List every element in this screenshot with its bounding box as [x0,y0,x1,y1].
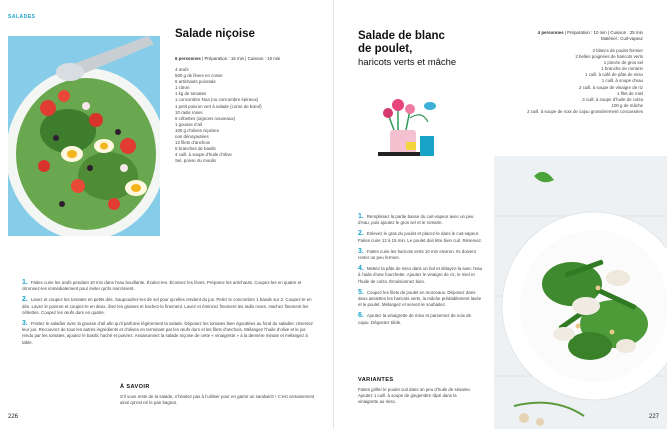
recipe-subtitle-poulet: haricots verts et mâche [358,57,457,68]
title-line: Salade de blanc [358,30,445,42]
ingredient: 4 cuill. à soupe d’huile d’olive [175,152,232,158]
step [22,280,317,292]
steps-poulet [358,214,483,331]
step-number: 1. [358,213,364,220]
recipe-meta-nicoise [175,56,280,61]
title-line: de poulet, [358,43,413,55]
page-spine [333,0,334,429]
step-number: 6. [358,312,364,320]
step [358,266,483,285]
flower-illustration-drawing [376,96,446,162]
ingredient: 6 branches de basilic [175,146,217,152]
ingredient: 1 citron [175,85,190,91]
ingredient-list-nicoise [175,67,262,165]
step [358,290,483,309]
step-number: 2. [358,230,364,238]
ingredient: 2 cuill. à soupe de noix de cajou grossièrement concassées [527,108,643,114]
ingredient: 3 cuill. à soupe d’huile de colza [582,96,643,102]
step-text: Enlevez le gras du poulet et placez-le dans le cuit-vapeur. Faites cuire 12 à 15 min. Le poulet doit être bien cuit. Réservez. [358,231,483,243]
step [22,321,317,346]
servings: 6 personnes [175,56,201,61]
servings: 4 personnes [537,30,564,35]
step [22,297,317,316]
step [358,231,483,243]
prep-time: Préparation : 15 min [204,56,245,61]
step-text: Lavez et coupez les tomates en petits dés. Saupoudrez-les de sel pour qu’elles rendent du jus. Pelez le concombre 1 bande sur 2. Coupez-le en dés. Lavez le poivron et coupez-le en deux, ôtez les graines et hachez-le finement. Lavez et émincez finement les radis roses. Hachez finement les cébettes. Coupez les œufs durs en quatre. [22,297,312,315]
step-number: 1. [22,279,28,286]
prep-time: Préparation : 10 min [567,30,607,35]
step-text: Remplissez la partie basse du cuit-vapeur avec un peu d’eau, puis ajoutez le gros sel et le romarin. [358,214,474,226]
step-text: Faites cuire les œufs pendant 10 min dans l’eau bouillante. Écalez-les. Écossez les fèves. Préparez les artichauts. Coupez-les en quatre et citronnez-les immédiatement pour éviter qu’ils noircissent. [22,280,302,292]
tip-box-title: À SAVOIR [120,384,150,390]
meta-separator: | [202,56,205,61]
section-tag: SALADES [8,14,36,20]
tip-box-text: S’il vous reste de la salade, n’hésitez pas à l’utiliser pour en garnir un sandwich ! C’est certainement ainsi qu’est né le pan bagnat. [120,394,315,405]
step-number: 2. [22,296,28,304]
ingredient: 1 cuill. à café de pâte de miso [584,72,643,78]
ingredient: 1 petit poivron vert à salade (corne de bœuf) [175,103,262,109]
ingredient: 100 g de mâche [611,102,643,108]
ingredient: 500 g de fèves en cosse [175,73,223,79]
ingredient: 100 g d’olives niçoises [175,127,219,133]
page-number-right: 227 [648,414,659,420]
step-number: 4. [358,265,364,273]
ingredient: 1 pincée de gros sel [603,60,643,66]
recipe-title-poulet [358,30,503,56]
ingredient: 6 cébettes (oignons nouveaux) [175,115,236,121]
ingredient: 6 artichauts poivrade [175,79,216,85]
variants-box-text: Faites griller le poulet cuit dans un peu d’huile de sésame. Ajoutez 1 cuill. à soupe de gingembre râpé dans la vinaigrette au miso. [358,387,472,404]
poulet-photo [494,156,667,429]
ingredient: 1 filet de miel [617,90,643,96]
nicoise-photo-illustration [8,36,160,236]
step-text: Coupez les filets de poulet en morceaux. Déposez dans deux assiettes les haricots verts, la mâche préalablement lavée et le poulet. Mélangez et servez-le souhaitez. [358,289,482,308]
step-text: Faites cuire les haricots verts 10 min environ. Ils doivent rester un peu fermes. [358,248,476,261]
step-number: 5. [358,288,364,296]
step [358,214,483,226]
ingredient-list-poulet [527,48,643,115]
ingredient: 1 branche de romarin [601,66,643,72]
ingredient: 4 œufs [175,67,189,72]
flower-illustration [376,96,446,162]
poulet-photo-illustration [494,156,667,429]
ingredient: 2 belles poignées de haricots verts [575,54,643,60]
page-number-left: 226 [8,414,19,420]
step-number: 3. [358,247,364,255]
ingredient: 2 blancs de poulet fermier [592,48,643,53]
variants-box-title: VARIANTES [358,377,394,383]
step-text: Ajoutez la vinaigrette de miso et parsemez de noix de cajou. Dégustez tiède. [358,313,472,325]
steps-nicoise [22,280,317,351]
ingredient: non dénoyautées [175,134,209,140]
cook-time: Cuisson : 25 min [610,30,643,35]
ingredient: 2 cuill. à soupe de vinaigre de riz [579,84,643,90]
ingredient: 10 radis roses [175,109,203,115]
material: Matériel : Cuit-vapeur [601,36,643,41]
ingredient: 12 filets d’anchois [175,140,210,146]
recipe-title-nicoise: Salade niçoise [175,28,255,40]
ingredient: 1 concombre Noa (ou concombre épineux) [175,97,259,103]
step [358,249,483,261]
ingredient: Sel, poivre du moulin [175,158,217,164]
ingredient: 1 kg de tomates [175,91,207,97]
ingredient: 1 cuill. à soupe d’eau [601,78,643,84]
step-text: Mettez la pâte de miso dans un bol et délayez-la avec l’eau à l’aide d’une fourchette. Ajoutez le vinaigre de riz, le miel et l’huile de colza. Émulsionnez bien. [358,266,483,284]
nicoise-photo [8,36,160,236]
meta-separator: | [564,30,568,35]
recipe-meta-poulet [538,30,643,42]
ingredient: 1 gousse d’ail [175,121,202,127]
step [358,313,483,325]
meta-separator: | [607,30,611,35]
step-text: Frottez le saladier avec la gousse d’ail afin qu’il parfume légèrement la salade. Déposez les tomates bien égouttées au fond du saladier, réservez leur jus. Recouvrez de tous les autres ingrédients et d’olives en terminant par les œufs durs et les filets d’anchois. Mélangez l’huile d’olive et le jus rendu par les tomates, ajoutez le basilic haché et poivrez. Assaisonnez la salade niçoise de cette « vinaigrette » à la dernière minute et mélangez à table. [22,321,313,345]
step-number: 3. [22,320,28,328]
cook-time: Cuisson : 10 min [247,56,281,61]
meta-separator: | [245,56,248,61]
